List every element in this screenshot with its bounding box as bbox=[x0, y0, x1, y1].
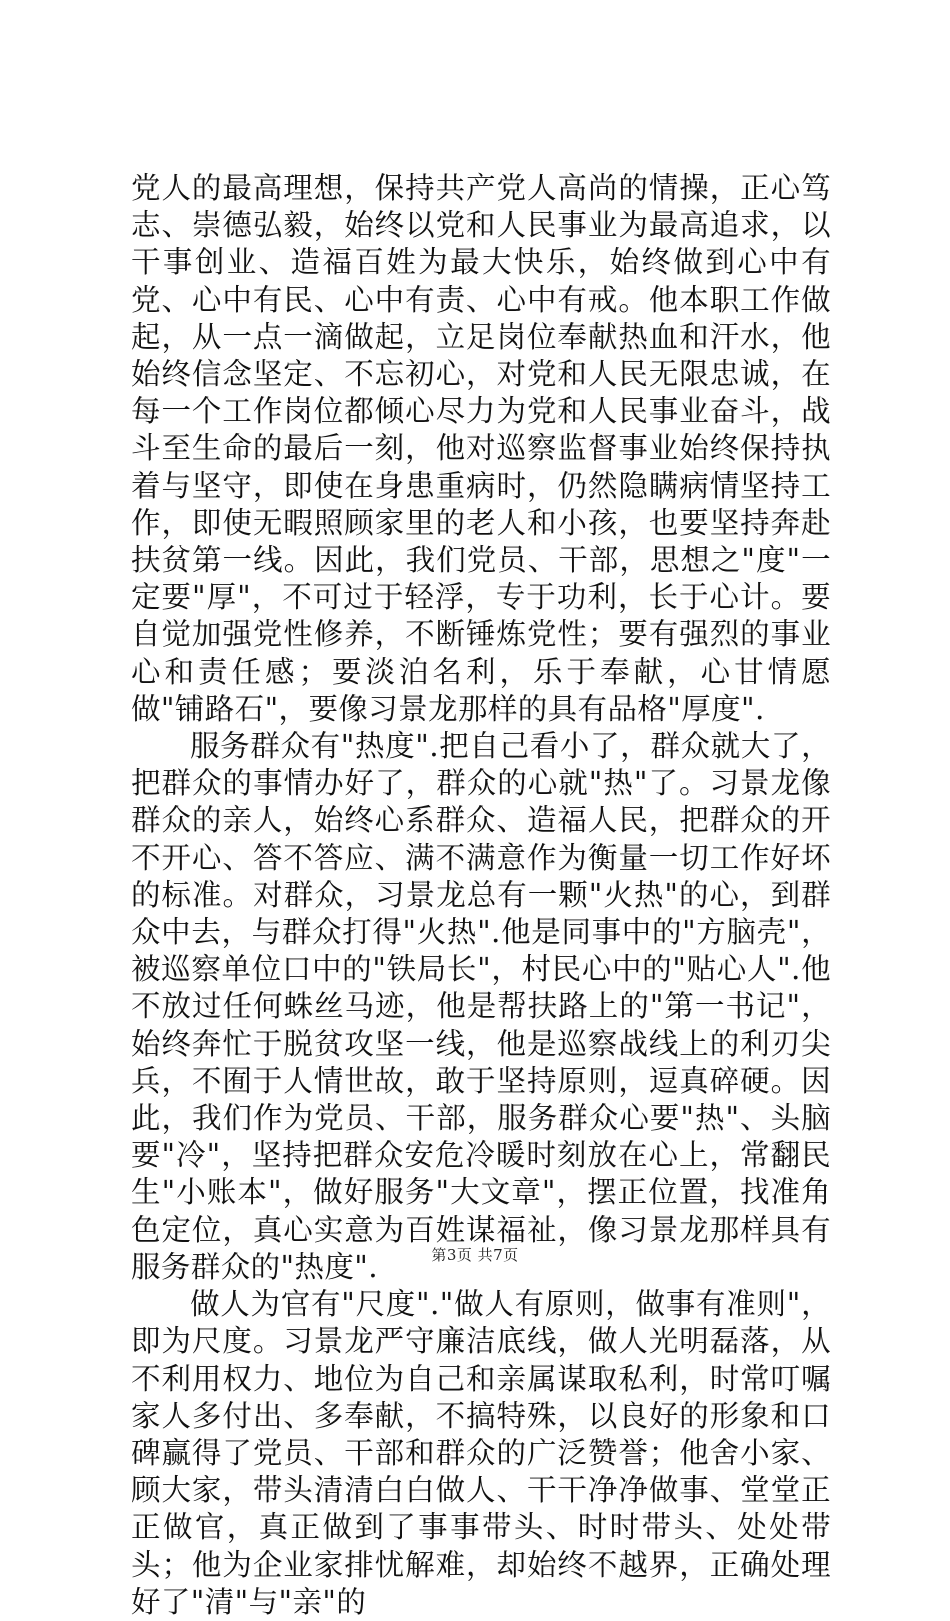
document-body bbox=[131, 170, 831, 1621]
paragraph-1: 党人的最高理想，保持共产党人高尚的情操，正心笃志、崇德弘毅，始终以党和人民事业为最高追求，以干事创业、造福百姓为最大快乐，始终做到心中有党、心中有民、心中有责、心中有戒。他本职工作做起，从一点一滴做起，立足岗位奉献热血和汗水，他始终信念坚定、不忘初心，对党和人民无限忠诚，在每一个工作岗位都倾心尽力为党和人民事业奋斗，战斗至生命的最后一刻，他对巡察监督事业始终保持执着与坚守，即使在身患重病时，仍然隐瞒病情坚持工作，即使无暇照顾家里的老人和小孩，也要坚持奔赴扶贫第一线。因此，我们党员、干部，思想之"度"一定要"厚"，不可过于轻浮，专于功利，长于心计。要自觉加强党性修养，不断锤炼党性；要有强烈的事业心和责任感；要淡泊名利，乐于奉献，心甘情愿做"铺路石"，要像习景龙那样的具有品格"厚度". bbox=[131, 171, 831, 726]
page-footer: 第3页 共7页 bbox=[431, 1246, 519, 1264]
paragraph-3: 做人为官有"尺度"."做人有原则，做事有准则"，即为尺度。习景龙严守廉洁底线，做人光明磊落，从不利用权力、地位为自己和亲属谋取私利，时常叮嘱家人多付出、多奉献，不搞特殊，以良好的形象和口碑赢得了党员、干部和群众的广泛赞誉；他舍小家、顾大家，带头清清白白做人、干干净净做事、堂堂正正做官，真正做到了事事带头、时时带头、处处带头；他为企业家排忧解难，却始终不越界，正确处理好了"清"与"亲"的 bbox=[131, 1287, 831, 1619]
paragraph-2: 服务群众有"热度".把自己看小了，群众就大了，把群众的事情办好了，群众的心就"热"了。习景龙像群众的亲人，始终心系群众、造福人民，把群众的开不开心、答不答应、满不满意作为衡量一切工作好坏的标准。对群众，习景龙总有一颗"火热"的心，到群众中去，与群众打得"火热".他是同事中的"方脑壳"，被巡察单位口中的"铁局长"，村民心中的"贴心人".他不放过任何蛛丝马迹，他是帮扶路上的"第一书记"，始终奔忙于脱贫攻坚一线，他是巡察战线上的利刃尖兵，不囿于人情世故，敢于坚持原则，逗真碎硬。因此，我们作为党员、干部，服务群众心要"热"、头脑要"冷"，坚持把群众安危冷暖时刻放在心上，常翻民生"小账本"，做好服务"大文章"，摆正位置，找准角色定位，真心实意为百姓谋福祉，像习景龙那样具有服务群众的"热度". bbox=[131, 729, 831, 1284]
